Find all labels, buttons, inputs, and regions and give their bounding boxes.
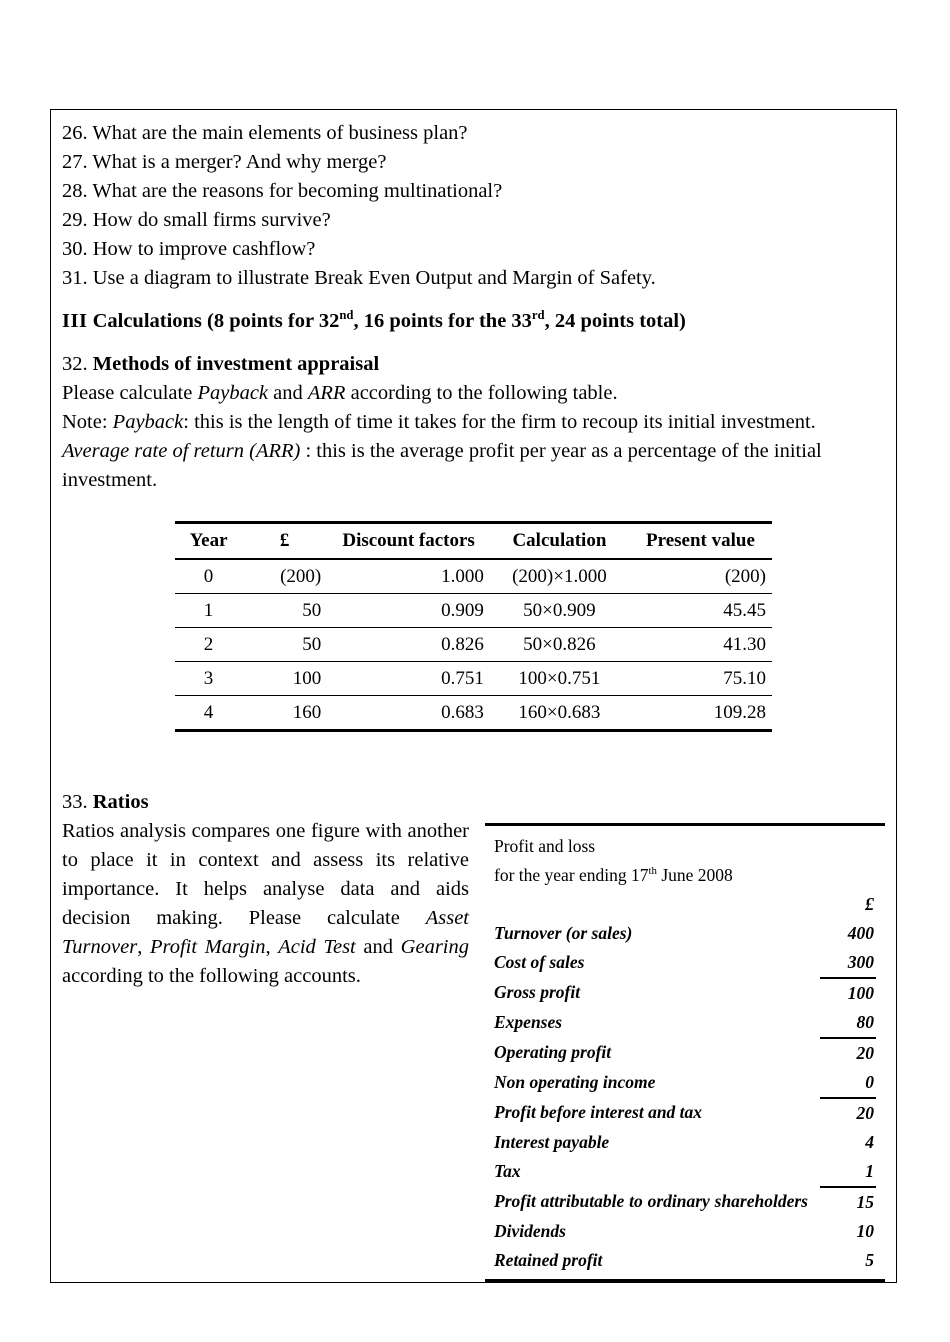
cell-pound: (200) xyxy=(242,559,327,594)
term-payback: Payback xyxy=(197,382,269,404)
superscript-nd: nd xyxy=(339,308,354,323)
pl-row-label: Tax xyxy=(494,1161,521,1181)
list-item: 29. How do small firms survive? xyxy=(62,209,331,231)
cell-present-value: 41.30 xyxy=(629,628,772,662)
cell-pound: 100 xyxy=(242,662,327,696)
pl-row-label: Operating profit xyxy=(494,1042,612,1062)
table-row xyxy=(494,1068,876,1098)
table-row xyxy=(175,594,772,628)
question-33-title: Ratios xyxy=(92,791,149,813)
section-heading-part3: , 24 points total) xyxy=(544,310,686,332)
note-label: Note: xyxy=(62,411,113,433)
list-item: 26. What are the main elements of business plan? xyxy=(62,122,468,144)
pl-date-pre: for the year ending 17 xyxy=(494,865,649,885)
pl-row-label: Non operating income xyxy=(494,1072,656,1092)
spacer xyxy=(62,336,885,350)
pl-row-value: 0 xyxy=(820,1068,876,1098)
table-row xyxy=(175,662,772,696)
cell-year: 2 xyxy=(175,628,242,662)
discount-factors-table-wrapper xyxy=(62,521,885,732)
instruction-post: according to the following table. xyxy=(345,382,618,404)
cell-calculation: 100×0.751 xyxy=(490,662,629,696)
note-term-payback: Payback xyxy=(112,411,184,433)
arr-note-text: : this is the average profit per year as a percentage of the initial investment. xyxy=(62,440,822,491)
table-row xyxy=(494,1008,876,1038)
pl-table-body xyxy=(494,919,876,1275)
pl-row-value: 100 xyxy=(847,983,874,1003)
profit-and-loss-statement xyxy=(485,823,885,1282)
page-content xyxy=(51,110,896,1270)
col-header-pound: £ xyxy=(242,523,327,560)
discount-factors-table xyxy=(175,521,772,732)
pl-row-value: 5 xyxy=(865,1250,874,1270)
pl-row-label: Gross profit xyxy=(494,982,581,1002)
pl-row-label: Profit attributable to ordinary shareholders xyxy=(494,1191,808,1211)
conjunction-and: and xyxy=(355,936,401,958)
cell-pound: 50 xyxy=(242,628,327,662)
cell-present-value: 75.10 xyxy=(629,662,772,696)
profit-and-loss-title xyxy=(494,832,876,890)
ratios-para-text: Ratios analysis compares one figure with another to place it in context and assess its relative importance. It helps analyse data and aids decision making. Please calculate xyxy=(62,820,469,929)
table-row xyxy=(494,978,876,1008)
table-row xyxy=(494,1038,876,1068)
pl-row-label: Expenses xyxy=(494,1012,563,1032)
section-heading-part2: , 16 points for the 33 xyxy=(353,310,532,332)
cell-pound: 160 xyxy=(242,696,327,731)
cell-discount-factor: 1.000 xyxy=(327,559,490,594)
table-row xyxy=(494,1098,876,1128)
cell-year: 0 xyxy=(175,559,242,594)
cell-year: 4 xyxy=(175,696,242,731)
term-profit-margin: Profit Margin xyxy=(149,936,266,958)
table-header-row xyxy=(175,523,772,560)
spacer xyxy=(62,293,885,307)
superscript-rd: rd xyxy=(531,308,545,323)
profit-and-loss-table xyxy=(494,919,876,1275)
question-33-number: 33. xyxy=(62,791,88,813)
cell-pound: 50 xyxy=(242,594,327,628)
question-33-heading xyxy=(62,788,885,817)
cell-present-value: 45.45 xyxy=(629,594,772,628)
cell-year: 3 xyxy=(175,662,242,696)
col-header-discount-factors: Discount factors xyxy=(327,523,490,560)
comma-2: , xyxy=(265,936,279,958)
pl-row-value: 20 xyxy=(856,1043,874,1063)
table-row xyxy=(494,1157,876,1187)
pl-row-value: 4 xyxy=(865,1132,874,1152)
pl-currency-header: £ xyxy=(865,894,874,914)
pl-row-label: Interest payable xyxy=(494,1132,610,1152)
pl-title-line-2 xyxy=(494,861,876,890)
document-page xyxy=(50,109,897,1283)
table-body xyxy=(175,559,772,731)
list-item: 30. How to improve cashflow? xyxy=(62,238,316,260)
comma-1: , xyxy=(137,936,150,958)
question-32-heading xyxy=(62,350,885,379)
pl-row-value: 10 xyxy=(856,1221,874,1241)
pl-row-value: 300 xyxy=(820,948,876,978)
term-asset-turnover: Asset Turnover xyxy=(62,907,469,958)
pl-row-label: Retained profit xyxy=(494,1250,603,1270)
pl-row-value: 20 xyxy=(856,1103,874,1123)
cell-calculation: 160×0.683 xyxy=(490,696,629,731)
question-32-note xyxy=(62,408,885,437)
term-gearing: Gearing xyxy=(400,936,469,958)
pl-row-value: 80 xyxy=(820,1008,876,1038)
table-row xyxy=(494,1217,876,1246)
ratios-para-tail: according to the following accounts. xyxy=(62,965,361,987)
pl-date-post: June 2008 xyxy=(656,865,733,885)
section-heading-calculations xyxy=(62,307,885,336)
cell-discount-factor: 0.909 xyxy=(327,594,490,628)
pl-row-value: 400 xyxy=(847,923,874,943)
cell-present-value: (200) xyxy=(629,559,772,594)
table-row xyxy=(175,696,772,731)
pl-row-label: Cost of sales xyxy=(494,952,585,972)
list-item: 27. What is a merger? And why merge? xyxy=(62,151,387,173)
cell-calculation: 50×0.826 xyxy=(490,628,629,662)
col-header-calculation: Calculation xyxy=(490,523,629,560)
list-item: 28. What are the reasons for becoming multinational? xyxy=(62,180,503,202)
question-list xyxy=(62,119,885,293)
col-header-present-value: Present value xyxy=(629,523,772,560)
pl-row-label: Dividends xyxy=(494,1221,566,1241)
cell-year: 1 xyxy=(175,594,242,628)
superscript-th: th xyxy=(648,865,657,878)
pl-row-value: 1 xyxy=(865,1161,874,1181)
instruction-pre: Please calculate xyxy=(62,382,198,404)
table-row xyxy=(494,919,876,948)
term-arr: ARR xyxy=(307,382,346,404)
cell-discount-factor: 0.826 xyxy=(327,628,490,662)
table-row xyxy=(494,1128,876,1157)
list-item: 31. Use a diagram to illustrate Break Even Output and Margin of Safety. xyxy=(62,267,656,289)
pl-row-label: Profit before interest and tax xyxy=(494,1102,703,1122)
table-row xyxy=(175,559,772,594)
section-roman-numeral: III xyxy=(62,310,88,332)
term-acid-test: Acid Test xyxy=(278,936,356,958)
note-text: : this is the length of time it takes for the firm to recoup its initial investment. xyxy=(183,411,816,433)
section-heading-part1: Calculations (8 points for 32 xyxy=(92,310,340,332)
table-head xyxy=(175,523,772,560)
cell-discount-factor: 0.751 xyxy=(327,662,490,696)
cell-calculation: 50×0.909 xyxy=(490,594,629,628)
question-32-arr-note xyxy=(62,437,885,495)
cell-calculation: (200)×1.000 xyxy=(490,559,629,594)
col-header-year: Year xyxy=(175,523,242,560)
cell-discount-factor: 0.683 xyxy=(327,696,490,731)
cell-present-value: 109.28 xyxy=(629,696,772,731)
table-row xyxy=(494,1246,876,1275)
pl-row-value: 15 xyxy=(820,1187,876,1217)
question-32-title: Methods of investment appraisal xyxy=(92,353,380,375)
question-32-instruction xyxy=(62,379,885,408)
spacer xyxy=(62,732,885,788)
table-row xyxy=(175,628,772,662)
question-32-number: 32. xyxy=(62,353,88,375)
pl-title-line-1: Profit and loss xyxy=(494,836,596,856)
note-term-arr: Average rate of return (ARR) xyxy=(62,440,301,462)
table-row xyxy=(494,1187,876,1217)
table-row xyxy=(494,948,876,978)
pl-row-label: Turnover (or sales) xyxy=(494,923,633,943)
instruction-mid: and xyxy=(268,382,308,404)
